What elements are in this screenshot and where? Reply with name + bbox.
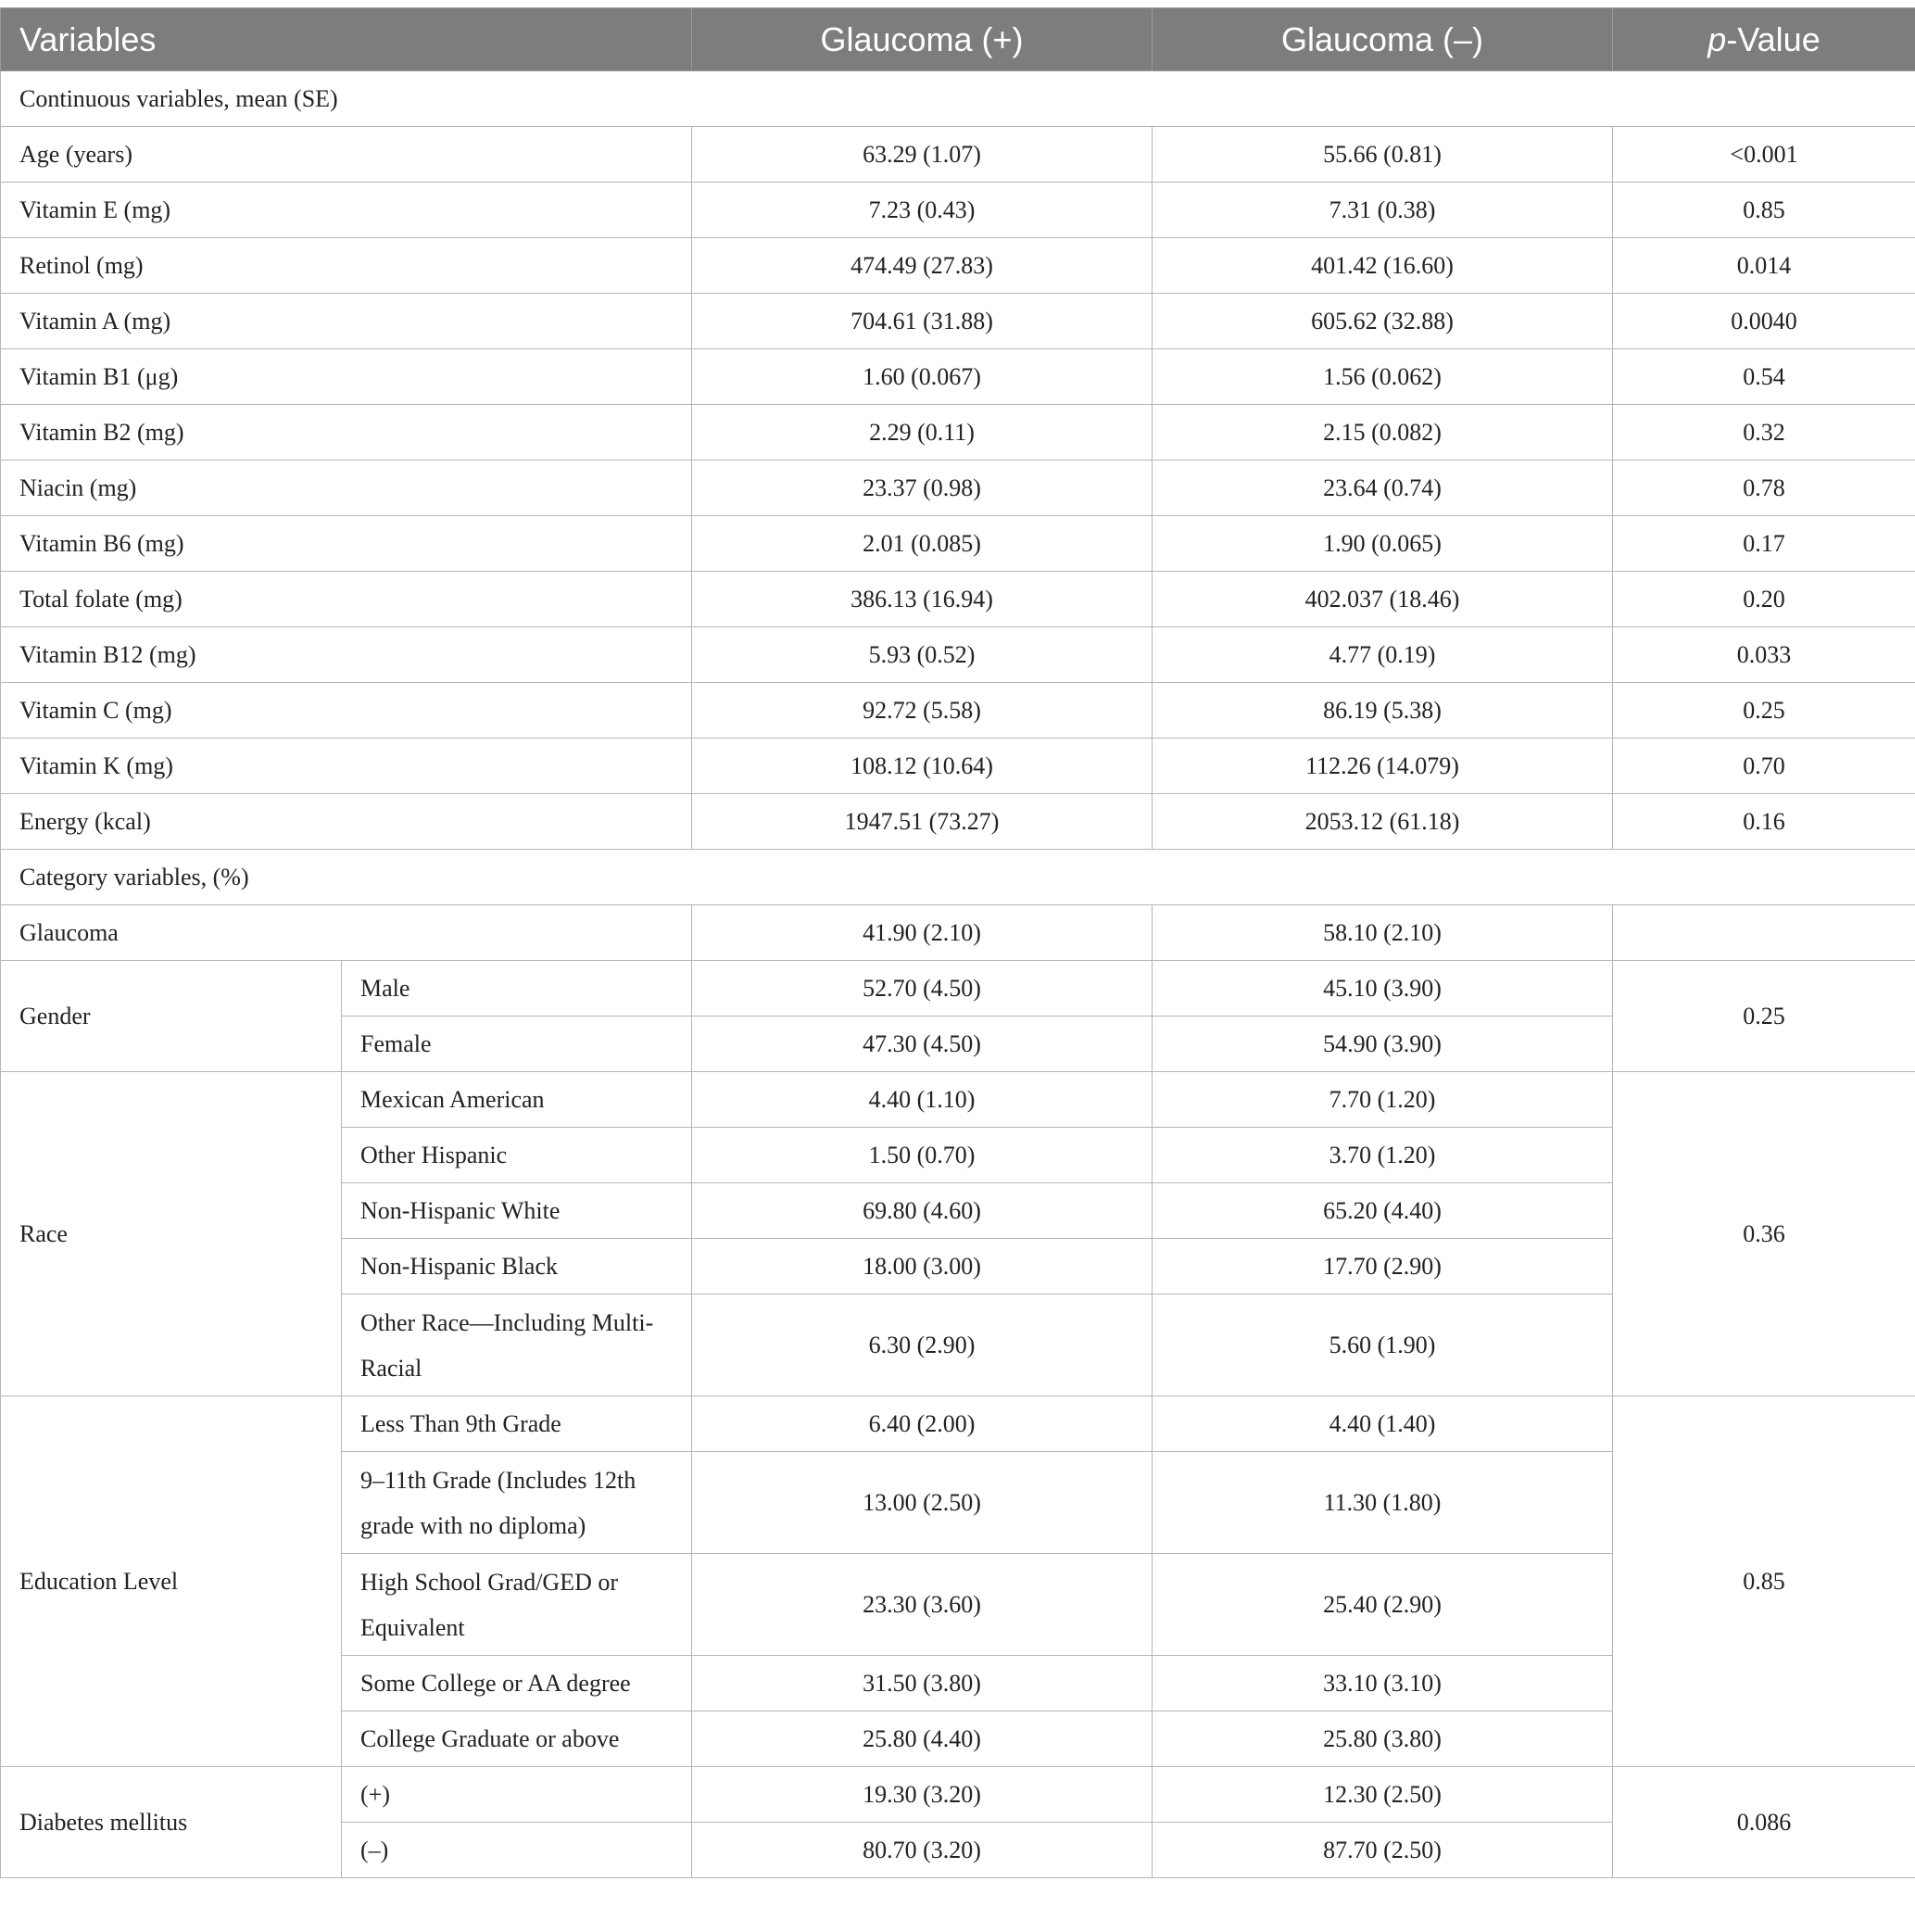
cell-glaucoma-positive: 41.90 (2.10)	[692, 905, 1153, 961]
cell-glaucoma-positive: 4.40 (1.10)	[692, 1072, 1153, 1128]
cell-glaucoma-negative: 3.70 (1.20)	[1153, 1128, 1613, 1183]
cell-p-value: <0.001	[1613, 127, 1915, 183]
row-label: Glaucoma	[1, 905, 692, 961]
sub-label: Mexican American	[342, 1072, 692, 1128]
cell-glaucoma-negative: 4.40 (1.40)	[1153, 1396, 1613, 1452]
table-row	[1, 572, 1915, 627]
cell-glaucoma-positive: 386.13 (16.94)	[692, 572, 1153, 627]
row-label: Vitamin E (mg)	[1, 183, 692, 238]
cell-glaucoma-positive: 108.12 (10.64)	[692, 739, 1153, 794]
group-label-race: Race	[1, 1072, 342, 1396]
cell-glaucoma-positive: 1.50 (0.70)	[692, 1128, 1153, 1183]
cell-glaucoma-positive: 13.00 (2.50)	[692, 1452, 1153, 1554]
cell-p-value: 0.25	[1613, 961, 1915, 1072]
cell-glaucoma-positive: 23.37 (0.98)	[692, 461, 1153, 516]
cell-glaucoma-positive: 704.61 (31.88)	[692, 294, 1153, 349]
cell-glaucoma-positive: 6.30 (2.90)	[692, 1294, 1153, 1396]
cell-glaucoma-negative: 7.70 (1.20)	[1153, 1072, 1613, 1128]
row-label: Vitamin B12 (mg)	[1, 627, 692, 683]
sub-label: Non-Hispanic White	[342, 1183, 692, 1239]
sub-label: Other Race—Including Multi-Racial	[342, 1294, 692, 1396]
sub-label: (+)	[342, 1767, 692, 1823]
table-row	[1, 683, 1915, 739]
cell-glaucoma-positive: 52.70 (4.50)	[692, 961, 1153, 1017]
sub-label: High School Grad/GED or Equivalent	[342, 1554, 692, 1656]
data-table	[0, 7, 1915, 1878]
row-label: Niacin (mg)	[1, 461, 692, 516]
sub-label: Female	[342, 1017, 692, 1072]
cell-glaucoma-positive: 2.29 (0.11)	[692, 405, 1153, 461]
row-label: Vitamin B6 (mg)	[1, 516, 692, 572]
header-p-italic: p	[1707, 19, 1727, 58]
cell-glaucoma-positive: 474.49 (27.83)	[692, 238, 1153, 294]
cell-glaucoma-negative: 58.10 (2.10)	[1153, 905, 1613, 961]
table-row	[1, 183, 1915, 238]
cell-glaucoma-positive: 23.30 (3.60)	[692, 1554, 1153, 1656]
row-label: Vitamin K (mg)	[1, 739, 692, 794]
table-row	[1, 905, 1915, 961]
cell-glaucoma-positive: 19.30 (3.20)	[692, 1767, 1153, 1823]
cell-glaucoma-negative: 1.90 (0.065)	[1153, 516, 1613, 572]
cell-glaucoma-positive: 5.93 (0.52)	[692, 627, 1153, 683]
row-label: Vitamin C (mg)	[1, 683, 692, 739]
sub-label: Non-Hispanic Black	[342, 1239, 692, 1294]
cell-p-value: 0.0040	[1613, 294, 1915, 349]
table-row	[1, 405, 1915, 461]
cell-glaucoma-positive: 2.01 (0.085)	[692, 516, 1153, 572]
cell-p-value: 0.85	[1613, 1396, 1915, 1767]
group-label-education: Education Level	[1, 1396, 342, 1767]
cell-glaucoma-positive: 63.29 (1.07)	[692, 127, 1153, 183]
section-category: Category variables, (%)	[1, 850, 1915, 905]
cell-p-value: 0.17	[1613, 516, 1915, 572]
section-row	[1, 850, 1915, 905]
table-row	[1, 1072, 1915, 1128]
header-p-rest: -Value	[1726, 19, 1821, 58]
table-row	[1, 627, 1915, 683]
cell-p-value: 0.033	[1613, 627, 1915, 683]
row-label: Vitamin A (mg)	[1, 294, 692, 349]
cell-glaucoma-positive: 92.72 (5.58)	[692, 683, 1153, 739]
sub-label: (–)	[342, 1823, 692, 1878]
cell-glaucoma-negative: 33.10 (3.10)	[1153, 1656, 1613, 1711]
cell-glaucoma-negative: 25.80 (3.80)	[1153, 1711, 1613, 1767]
cell-glaucoma-negative: 11.30 (1.80)	[1153, 1452, 1613, 1554]
cell-glaucoma-negative: 401.42 (16.60)	[1153, 238, 1613, 294]
cell-glaucoma-positive: 69.80 (4.60)	[692, 1183, 1153, 1239]
cell-glaucoma-negative: 4.77 (0.19)	[1153, 627, 1613, 683]
sub-label: Some College or AA degree	[342, 1656, 692, 1711]
cell-glaucoma-negative: 55.66 (0.81)	[1153, 127, 1613, 183]
header-p-value	[1613, 8, 1915, 71]
cell-glaucoma-positive: 6.40 (2.00)	[692, 1396, 1153, 1452]
cell-glaucoma-positive: 31.50 (3.80)	[692, 1656, 1153, 1711]
table-row	[1, 238, 1915, 294]
cell-glaucoma-positive: 47.30 (4.50)	[692, 1017, 1153, 1072]
cell-glaucoma-negative: 17.70 (2.90)	[1153, 1239, 1613, 1294]
table-row	[1, 1767, 1915, 1823]
cell-glaucoma-negative: 87.70 (2.50)	[1153, 1823, 1613, 1878]
cell-glaucoma-negative: 5.60 (1.90)	[1153, 1294, 1613, 1396]
cell-glaucoma-positive: 25.80 (4.40)	[692, 1711, 1153, 1767]
cell-glaucoma-positive: 1947.51 (73.27)	[692, 794, 1153, 850]
row-label: Vitamin B1 (μg)	[1, 349, 692, 405]
row-label: Vitamin B2 (mg)	[1, 405, 692, 461]
row-label: Total folate (mg)	[1, 572, 692, 627]
table-row	[1, 1396, 1915, 1452]
cell-p-value: 0.20	[1613, 572, 1915, 627]
cell-p-value: 0.014	[1613, 238, 1915, 294]
row-label: Retinol (mg)	[1, 238, 692, 294]
cell-glaucoma-negative: 23.64 (0.74)	[1153, 461, 1613, 516]
sub-label: Other Hispanic	[342, 1128, 692, 1183]
cell-p-value: 0.54	[1613, 349, 1915, 405]
sub-label: Male	[342, 961, 692, 1017]
row-label: Energy (kcal)	[1, 794, 692, 850]
cell-p-value: 0.85	[1613, 183, 1915, 238]
cell-p-value: 0.70	[1613, 739, 1915, 794]
table-row	[1, 961, 1915, 1017]
cell-glaucoma-positive: 18.00 (3.00)	[692, 1239, 1153, 1294]
sub-label: 9–11th Grade (Includes 12th grade with no diploma)	[342, 1452, 692, 1554]
table-row	[1, 349, 1915, 405]
section-row	[1, 71, 1915, 127]
cell-p-value	[1613, 905, 1915, 961]
cell-glaucoma-negative: 2.15 (0.082)	[1153, 405, 1613, 461]
cell-glaucoma-positive: 1.60 (0.067)	[692, 349, 1153, 405]
cell-glaucoma-negative: 12.30 (2.50)	[1153, 1767, 1613, 1823]
cell-p-value: 0.78	[1613, 461, 1915, 516]
header-variables: Variables	[1, 8, 692, 71]
table-row	[1, 294, 1915, 349]
row-label: Age (years)	[1, 127, 692, 183]
cell-glaucoma-negative: 25.40 (2.90)	[1153, 1554, 1613, 1656]
cell-glaucoma-negative: 2053.12 (61.18)	[1153, 794, 1613, 850]
cell-glaucoma-negative: 1.56 (0.062)	[1153, 349, 1613, 405]
table-row	[1, 739, 1915, 794]
table-row	[1, 794, 1915, 850]
cell-p-value: 0.086	[1613, 1767, 1915, 1878]
table-row	[1, 461, 1915, 516]
cell-glaucoma-negative: 112.26 (14.079)	[1153, 739, 1613, 794]
cell-glaucoma-negative: 7.31 (0.38)	[1153, 183, 1613, 238]
cell-glaucoma-negative: 65.20 (4.40)	[1153, 1183, 1613, 1239]
group-label-gender: Gender	[1, 961, 342, 1072]
cell-glaucoma-negative: 45.10 (3.90)	[1153, 961, 1613, 1017]
cell-p-value: 0.36	[1613, 1072, 1915, 1396]
table-row	[1, 127, 1915, 183]
sub-label: College Graduate or above	[342, 1711, 692, 1767]
sub-label: Less Than 9th Grade	[342, 1396, 692, 1452]
cell-glaucoma-negative: 402.037 (18.46)	[1153, 572, 1613, 627]
section-continuous: Continuous variables, mean (SE)	[1, 71, 1915, 127]
cell-glaucoma-negative: 605.62 (32.88)	[1153, 294, 1613, 349]
header-glaucoma-negative: Glaucoma (–)	[1153, 8, 1613, 71]
table-header-row	[1, 8, 1915, 71]
cell-p-value: 0.16	[1613, 794, 1915, 850]
group-label-diabetes: Diabetes mellitus	[1, 1767, 342, 1878]
cell-p-value: 0.32	[1613, 405, 1915, 461]
header-glaucoma-positive: Glaucoma (+)	[692, 8, 1153, 71]
cell-glaucoma-positive: 80.70 (3.20)	[692, 1823, 1153, 1878]
cell-glaucoma-negative: 86.19 (5.38)	[1153, 683, 1613, 739]
table-row	[1, 516, 1915, 572]
cell-glaucoma-negative: 54.90 (3.90)	[1153, 1017, 1613, 1072]
cell-glaucoma-positive: 7.23 (0.43)	[692, 183, 1153, 238]
cell-p-value: 0.25	[1613, 683, 1915, 739]
